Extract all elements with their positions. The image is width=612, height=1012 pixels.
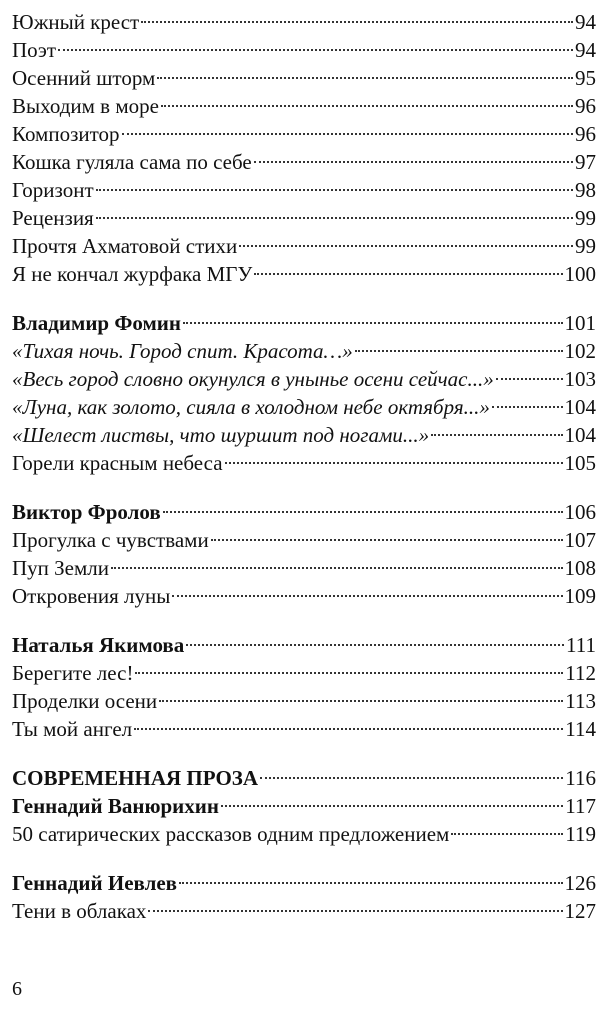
dot-leader xyxy=(260,777,563,779)
dot-leader xyxy=(157,77,573,79)
toc-entry-title: Выходим в море xyxy=(12,94,159,118)
section-spacer xyxy=(12,848,596,869)
toc-entry-page: 96 xyxy=(575,122,596,146)
dot-leader xyxy=(163,511,563,513)
dot-leader xyxy=(111,567,562,569)
toc-entry[interactable] xyxy=(12,8,596,36)
toc-author-name: Геннадий Иевлев xyxy=(12,871,178,895)
toc-entry-page: 98 xyxy=(575,178,596,202)
dot-leader xyxy=(159,700,563,702)
dot-leader xyxy=(355,350,563,352)
toc-entry-page: 106 xyxy=(564,500,596,524)
dot-leader xyxy=(96,189,573,191)
toc-entry[interactable] xyxy=(12,337,596,365)
dot-leader xyxy=(172,595,562,597)
toc-entry-title: «Луна, как золото, сияла в холодном небе октября...» xyxy=(12,395,490,419)
dot-leader xyxy=(254,161,573,163)
toc-entry[interactable] xyxy=(12,176,596,204)
toc-entry-title: Я не кончал журфака МГУ xyxy=(12,262,253,286)
toc-entry[interactable] xyxy=(12,393,596,421)
section-spacer xyxy=(12,610,596,631)
toc-entry-page: 112 xyxy=(565,661,596,685)
toc-entry-page: 97 xyxy=(575,150,596,174)
dot-leader xyxy=(254,273,562,275)
toc-entry-title: Откровения луны xyxy=(12,584,171,608)
toc-entry[interactable] xyxy=(12,715,596,743)
dot-leader xyxy=(135,672,563,674)
toc-author-entry[interactable] xyxy=(12,498,596,526)
toc-entry-page: 101 xyxy=(564,311,596,335)
toc-entry[interactable] xyxy=(12,421,596,449)
dot-leader xyxy=(225,462,563,464)
page-number: 6 xyxy=(12,978,22,1000)
dot-leader xyxy=(431,434,562,436)
toc-entry-title: Берегите лес! xyxy=(12,661,134,685)
toc-entry-title: «Шелест листвы, что шуршит под ногами...» xyxy=(12,423,430,447)
toc-entry-page: 104 xyxy=(564,395,596,419)
toc-entry-title: Горизонт xyxy=(12,178,94,202)
dot-leader xyxy=(96,217,573,219)
toc-entry-title: Поэт xyxy=(12,38,57,62)
toc-entry[interactable] xyxy=(12,232,596,260)
toc-author-entry[interactable] xyxy=(12,869,596,897)
toc-entry[interactable] xyxy=(12,687,596,715)
toc-author-name: Наталья Якимова xyxy=(12,633,185,657)
toc-entry-page: 127 xyxy=(564,899,596,923)
dot-leader xyxy=(134,728,563,730)
toc-entry-title: Ты мой ангел xyxy=(12,717,133,741)
toc-entry-title: Пуп Земли xyxy=(12,556,110,580)
toc-entry-page: 117 xyxy=(565,794,596,818)
toc-entry-title: Рецензия xyxy=(12,206,94,230)
toc-entry-title: Южный крест xyxy=(12,10,140,34)
toc-entry-title: «Весь город словно окунулся в унынье осени сейчас...» xyxy=(12,367,494,391)
toc-entry-page: 96 xyxy=(575,94,596,118)
toc-entry-title: Проделки осени xyxy=(12,689,158,713)
toc-entry-title: Прочтя Ахматовой стихи xyxy=(12,234,238,258)
dot-leader xyxy=(239,245,573,247)
toc-entry-page: 126 xyxy=(564,871,596,895)
section-spacer xyxy=(12,477,596,498)
toc-entry[interactable] xyxy=(12,659,596,687)
dot-leader xyxy=(141,21,573,23)
toc-entry-title: Осенний шторм xyxy=(12,66,156,90)
toc-entry[interactable] xyxy=(12,204,596,232)
toc-author-name: Владимир Фомин xyxy=(12,311,181,335)
toc-entry-page: 111 xyxy=(566,633,596,657)
toc-entry-title: 50 сатирических рассказов одним предложением xyxy=(12,822,450,846)
toc-author-entry[interactable] xyxy=(12,309,596,337)
section-spacer xyxy=(12,743,596,764)
toc-entry-page: 119 xyxy=(565,822,596,846)
toc-entry-title: Прогулка с чувствами xyxy=(12,528,209,552)
toc-entry-page: 100 xyxy=(564,262,596,286)
toc-entry-page: 99 xyxy=(575,234,596,258)
toc-author-name: Виктор Фролов xyxy=(12,500,161,524)
toc-author-name: Геннадий Ванюрихин xyxy=(12,794,219,818)
toc-entry-page: 99 xyxy=(575,206,596,230)
toc-entry-page: 116 xyxy=(565,766,596,790)
toc-entry[interactable] xyxy=(12,582,596,610)
toc-entry-title: Горели красным небеса xyxy=(12,451,223,475)
dot-leader xyxy=(58,49,573,51)
toc-entry[interactable] xyxy=(12,64,596,92)
toc-entry-page: 102 xyxy=(564,339,596,363)
toc-entry[interactable] xyxy=(12,92,596,120)
toc-entry-page: 114 xyxy=(565,717,596,741)
dot-leader xyxy=(211,539,563,541)
toc-entry[interactable] xyxy=(12,260,596,288)
dot-leader xyxy=(179,882,562,884)
section-spacer xyxy=(12,288,596,309)
toc-entry-page: 107 xyxy=(564,528,596,552)
toc-entry-page: 94 xyxy=(575,10,596,34)
dot-leader xyxy=(161,105,573,107)
toc-entry[interactable] xyxy=(12,120,596,148)
toc-entry[interactable] xyxy=(12,820,596,848)
toc-entry-page: 104 xyxy=(564,423,596,447)
toc-entry-title: Тени в облаках xyxy=(12,899,147,923)
toc-entry-title: Кошка гуляла сама по себе xyxy=(12,150,252,174)
toc-entry-title: «Тихая ночь. Город спит. Красота…» xyxy=(12,339,353,363)
toc-entry[interactable] xyxy=(12,365,596,393)
toc-author-entry[interactable] xyxy=(12,792,596,820)
toc-entry-page: 109 xyxy=(564,584,596,608)
toc-entry-page: 94 xyxy=(575,38,596,62)
dot-leader xyxy=(451,833,563,835)
toc-entry-page: 105 xyxy=(564,451,596,475)
dot-leader xyxy=(186,644,564,646)
toc-section-heading[interactable] xyxy=(12,764,596,792)
toc-entry-page: 113 xyxy=(565,689,596,713)
dot-leader xyxy=(221,805,563,807)
toc-entry-title: Композитор xyxy=(12,122,120,146)
toc-section-title: СОВРЕМЕННАЯ ПРОЗА xyxy=(12,766,259,790)
toc-entry[interactable] xyxy=(12,554,596,582)
table-of-contents xyxy=(12,8,596,925)
toc-entry[interactable] xyxy=(12,897,596,925)
dot-leader xyxy=(496,378,563,380)
dot-leader xyxy=(183,322,563,324)
dot-leader xyxy=(492,406,563,408)
toc-entry[interactable] xyxy=(12,148,596,176)
dot-leader xyxy=(148,910,562,912)
toc-entry-page: 95 xyxy=(575,66,596,90)
toc-entry-page: 108 xyxy=(564,556,596,580)
toc-entry[interactable] xyxy=(12,36,596,64)
dot-leader xyxy=(122,133,573,135)
toc-entry[interactable] xyxy=(12,526,596,554)
toc-author-entry[interactable] xyxy=(12,631,596,659)
toc-entry-page: 103 xyxy=(564,367,596,391)
toc-entry[interactable] xyxy=(12,449,596,477)
